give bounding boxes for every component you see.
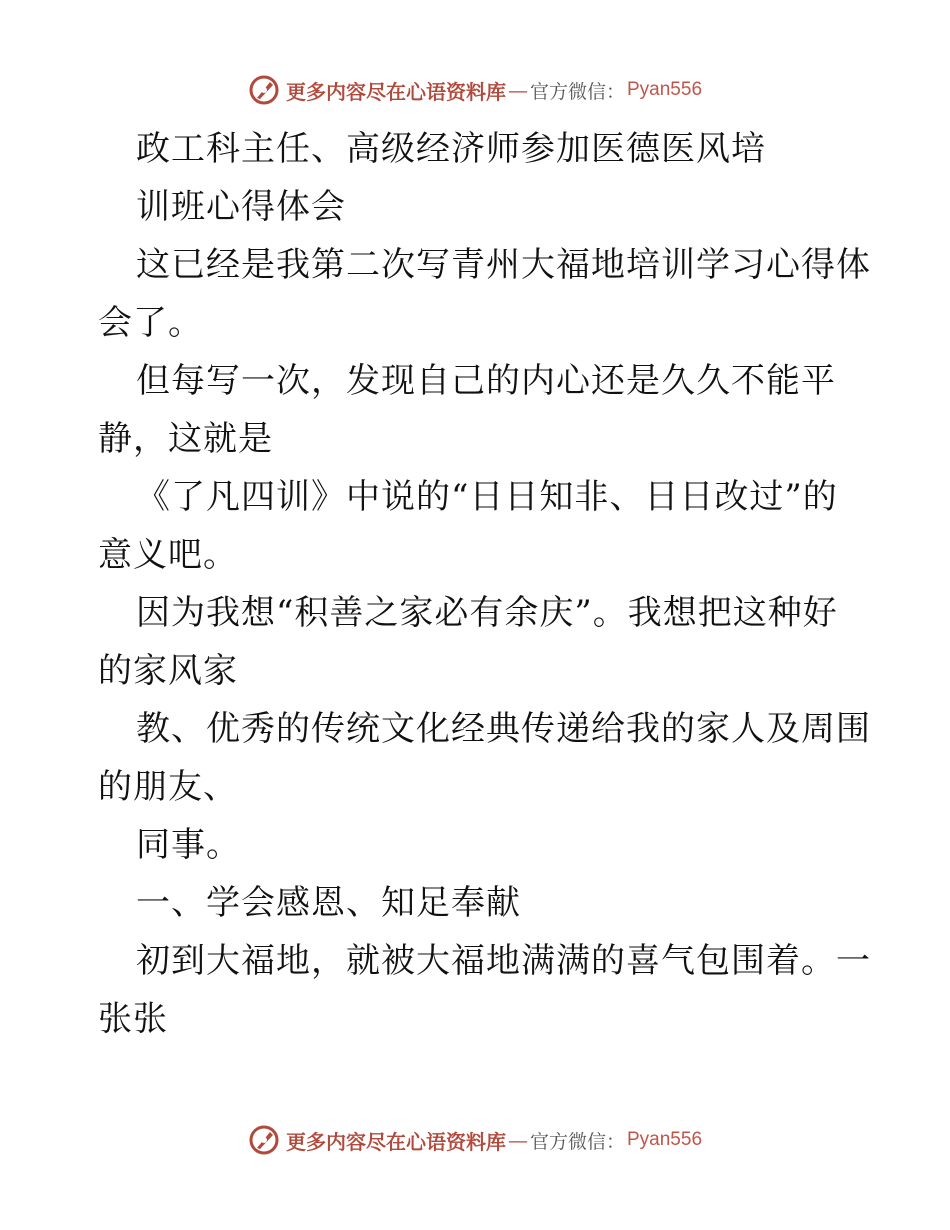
brand-text: 更多内容尽在心语资料库 [285, 1129, 506, 1154]
paragraph-line: 这已经是我第二次写青州大福地培训学习心得体 [136, 245, 871, 285]
title-line-2: 训班心得体会 [136, 187, 346, 227]
quill-logo-icon [248, 74, 280, 106]
document-body [98, 120, 871, 1048]
paragraph-line: 的朋友、 [98, 767, 238, 807]
paragraph-line: 但每写一次，发现自己的内心还是久久不能平 [136, 361, 836, 401]
paragraph-line: 的家风家 [98, 651, 238, 691]
header-banner [0, 70, 950, 110]
contact-id: Pyan556 [627, 79, 703, 100]
quill-logo-icon [248, 1124, 280, 1156]
banner-dash: — [507, 78, 528, 102]
footer-banner [0, 1120, 950, 1160]
contact-id: Pyan556 [627, 1129, 703, 1150]
paragraph-line: 因为我想“积善之家必有余庆”。我想把这种好 [136, 593, 838, 633]
paragraph-line: 《了凡四训》中说的“日日知非、日日改过”的 [136, 477, 838, 517]
paragraph-line: 静，这就是 [98, 419, 273, 459]
paragraph-line: 初到大福地，就被大福地满满的喜气包围着。一 [136, 941, 871, 981]
paragraph-line: 意义吧。 [98, 535, 238, 575]
banner-dash: — [507, 1128, 528, 1152]
contact-label: 官方微信： [529, 1130, 625, 1153]
title-line-1: 政工科主任、高级经济师参加医德医风培 [136, 129, 766, 169]
paragraph-line: 教、优秀的传统文化经典传递给我的家人及周围 [136, 709, 871, 749]
paragraph-line: 同事。 [136, 825, 241, 865]
brand-text: 更多内容尽在心语资料库 [285, 79, 506, 104]
paragraph-line: 张张 [98, 999, 168, 1039]
section-heading: 一、学会感恩、知足奉献 [136, 883, 521, 923]
paragraph-line: 会了。 [98, 303, 203, 343]
contact-label: 官方微信： [529, 80, 625, 103]
